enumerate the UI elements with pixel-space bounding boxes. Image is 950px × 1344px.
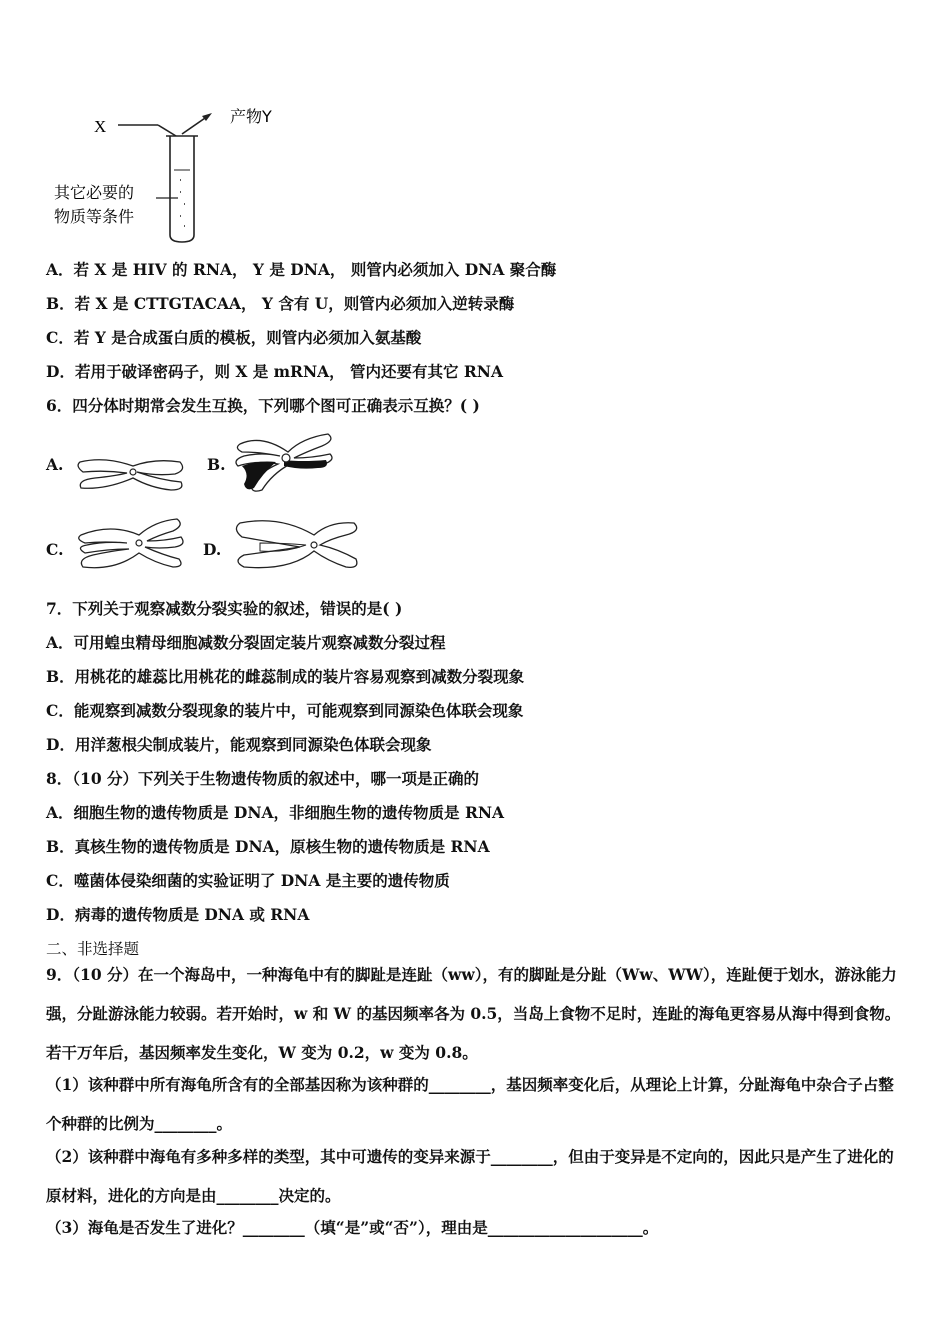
figure-label-product: 产物Y (230, 107, 272, 126)
q7-option-d: D．用洋葱根尖制成装片，能观察到同源染色体联会现象 (46, 735, 432, 754)
q6-label-a: A. (46, 455, 64, 474)
chromosome-figure-a (75, 450, 190, 495)
q5-option-d: D．若用于破译密码子，则 X 是 mRNA， 管内还要有其它 RNA (46, 362, 504, 381)
q6-stem: 6．四分体时期常会发生互换，下列哪个图可正确表示互换？( ) (46, 396, 480, 415)
chromosome-figure-b (232, 430, 337, 495)
q5-option-a: A．若 X 是 HIV 的 RNA， Y 是 DNA， 则管内必须加入 DNA 聚合酶 (46, 260, 557, 279)
figure-label-x: X (94, 117, 107, 136)
q7-stem: 7．下列关于观察减数分裂实验的叙述，错误的是( ) (46, 599, 403, 618)
q9-part1: （1）该种群中所有海龟所含有的全部基因称为该种群的________，基因频率变化后，从理论上计算，分趾海龟中杂合子占整个种群的比例为________。 (46, 1075, 894, 1133)
q7-option-c: C．能观察到减数分裂现象的装片中，可能观察到同源染色体联会现象 (46, 701, 524, 720)
q9-part3: （3）海龟是否发生了进化？________（填“是”或“否”），理由是____________________。 (46, 1218, 659, 1237)
q9-part2: （2）该种群中海龟有多种多样的类型，其中可遗传的变异来源于________，但由于变异是不定向的，因此只是产生了进化的原材料，进化的方向是由________决定的。 (46, 1147, 894, 1205)
q5-option-c: C．若 Y 是合成蛋白质的模板，则管内必须加入氨基酸 (46, 328, 422, 347)
test-tube-figure (50, 100, 310, 250)
q9-stem: 9．（10 分）在一个海岛中，一种海龟中有的脚趾是连趾（ww），有的脚趾是分趾（Ww、WW），连趾便于划水，游泳能力强，分趾游泳能力较弱。若开始时，w 和 W 的基因频率各为 0.5，当岛上食物不足时，连趾的海龟更容易从海中得到食物。若干万年后，基因频率发生变化，W 变为 0.2，w 变为 0.8。 (46, 965, 901, 1062)
figure-label-conditions-1: 其它必要的 (54, 183, 135, 202)
q6-label-b: B. (207, 455, 226, 474)
q7-option-a: A．可用蝗虫精母细胞减数分裂固定装片观察减数分裂过程 (46, 633, 446, 652)
q6-label-c: C. (46, 540, 64, 559)
chromosome-figure-c (75, 515, 190, 575)
section-title: 二、非选择题 (46, 940, 140, 958)
q6-label-d: D. (203, 540, 222, 559)
q8-option-c: C．噬菌体侵染细菌的实验证明了 DNA 是主要的遗传物质 (46, 871, 450, 890)
q8-option-b: B．真核生物的遗传物质是 DNA，原核生物的遗传物质是 RNA (46, 837, 490, 856)
q8-option-d: D．病毒的遗传物质是 DNA 或 RNA (46, 905, 310, 924)
q5-option-b: B．若 X 是 CTTGTACAA， Y 含有 U，则管内必须加入逆转录酶 (46, 294, 515, 313)
figure-label-conditions-2: 物质等条件 (54, 207, 135, 226)
chromosome-figure-d (230, 513, 365, 575)
q8-option-a: A．细胞生物的遗传物质是 DNA，非细胞生物的遗传物质是 RNA (46, 803, 505, 822)
q8-stem: 8．（10 分）下列关于生物遗传物质的叙述中，哪一项是正确的 (46, 769, 480, 788)
q7-option-b: B．用桃花的雄蕊比用桃花的雌蕊制成的装片容易观察到减数分裂现象 (46, 667, 525, 686)
